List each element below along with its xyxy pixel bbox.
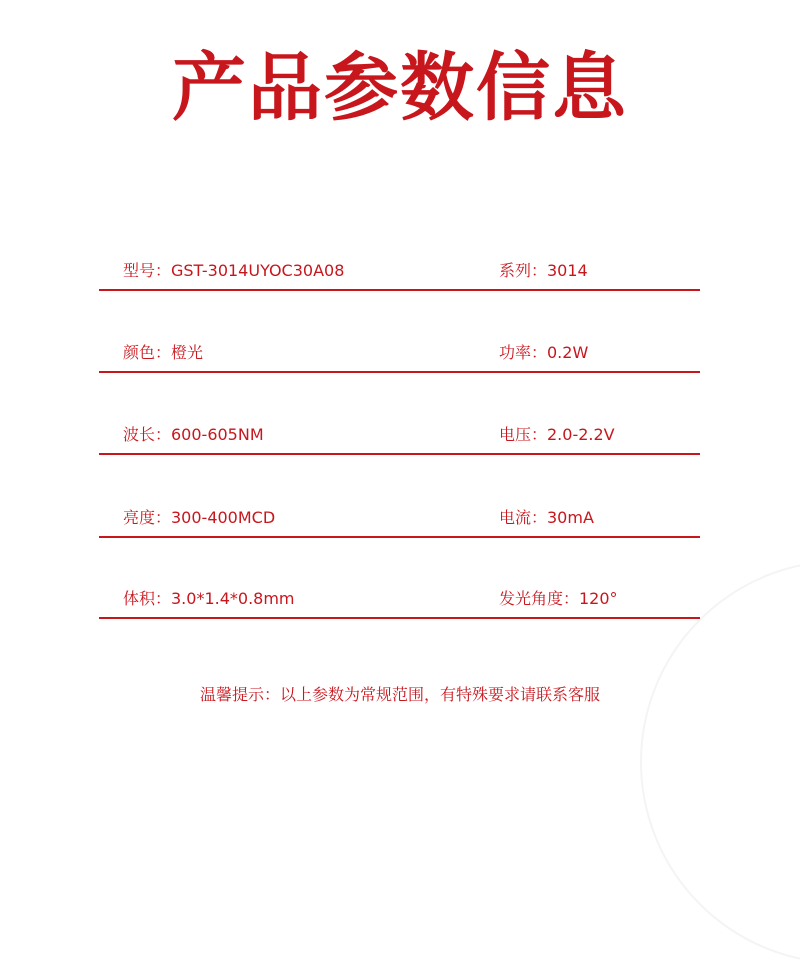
page-title: 产品参数信息 bbox=[172, 45, 628, 131]
param-row bbox=[99, 508, 700, 538]
param-power: 功率：0.2W bbox=[499, 343, 589, 362]
decorative-arc bbox=[640, 560, 800, 964]
param-series: 系列：3014 bbox=[499, 261, 588, 280]
param-row bbox=[99, 589, 700, 619]
param-row bbox=[99, 343, 700, 373]
tip-note: 温馨提示：以上参数为常规范围，有特殊要求请联系客服 bbox=[199, 685, 600, 704]
param-size: 体积：3.0*1.4*0.8mm bbox=[123, 589, 295, 608]
param-row bbox=[99, 425, 700, 455]
param-wavelength: 波长：600-605NM bbox=[123, 425, 264, 444]
param-brightness: 亮度：300-400MCD bbox=[123, 508, 276, 527]
param-model: 型号：GST-3014UYOC30A08 bbox=[123, 261, 345, 280]
param-row bbox=[99, 261, 700, 291]
param-voltage: 电压：2.0-2.2V bbox=[499, 425, 615, 444]
param-angle: 发光角度：120° bbox=[499, 589, 618, 608]
param-color: 颜色：橙光 bbox=[123, 343, 204, 362]
param-current: 电流：30mA bbox=[499, 508, 594, 527]
